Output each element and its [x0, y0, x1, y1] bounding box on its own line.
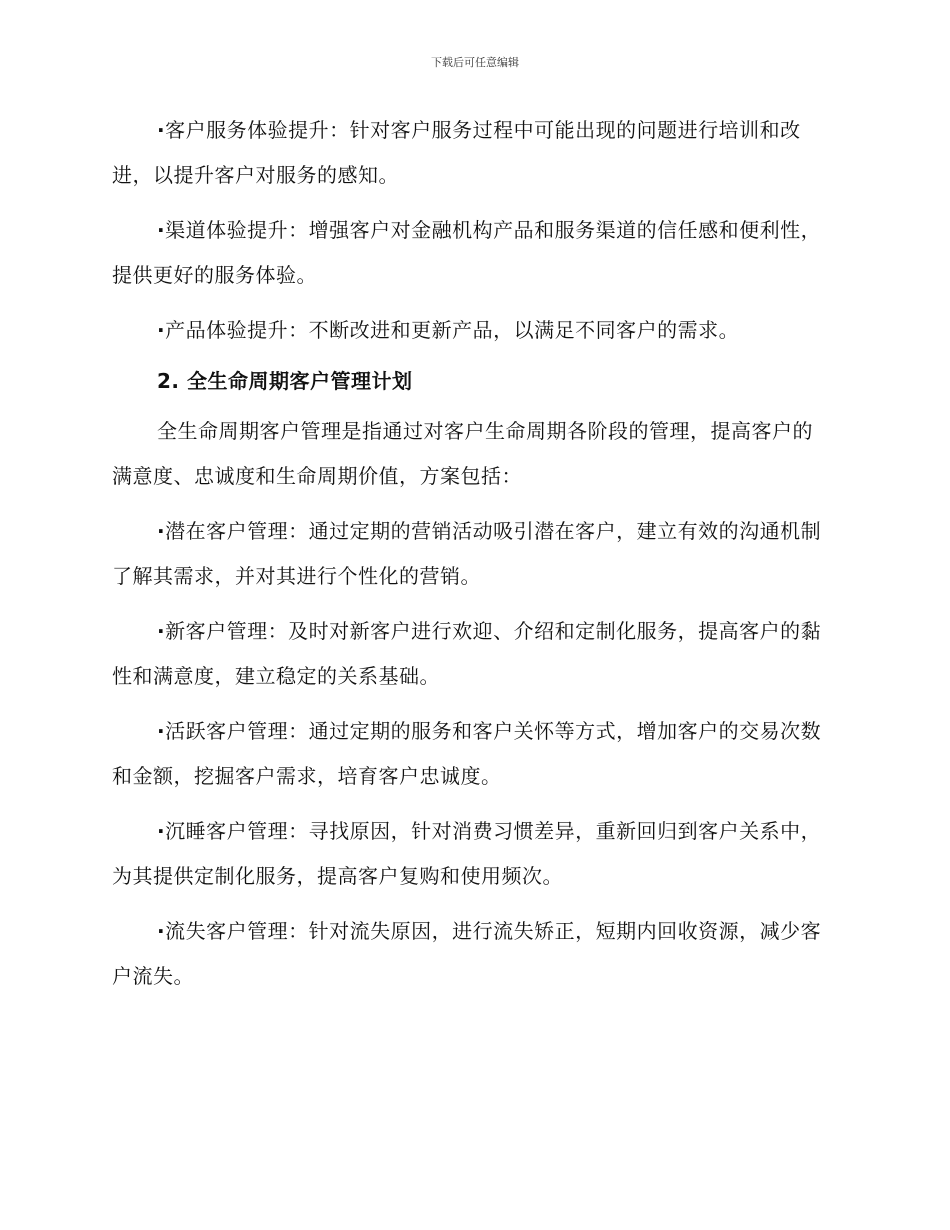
bullet-paragraph	[112, 308, 832, 353]
bullet-text: 新客户管理：及时对新客户进行欢迎、介绍和定制化服务，提高客户的黏性和满意度，建立稳定的关系基础。	[112, 619, 822, 688]
document-body	[112, 108, 832, 1009]
bullet-dot: ·	[157, 619, 166, 643]
bullet-dot: ·	[157, 118, 166, 142]
bullet-text: 客户服务体验提升：针对客户服务过程中可能出现的问题进行培训和改进，以提升客户对服务的感知。	[112, 118, 801, 187]
bullet-text: 活跃客户管理：通过定期的服务和客户关怀等方式，增加客户的交易次数和金额，挖掘客户需求，培育客户忠诚度。	[112, 719, 822, 788]
bullet-text: 渠道体验提升：增强客户对金融机构产品和服务渠道的信任感和便利性，提供更好的服务体验。	[112, 218, 822, 287]
bullet-paragraph	[112, 609, 832, 699]
bullet-dot: ·	[157, 719, 166, 743]
bullet-text: 流失客户管理：针对流失原因，进行流失矫正，短期内回收资源，减少客户流失。	[112, 919, 822, 988]
section-heading: 2. 全生命周期客户管理计划	[157, 369, 413, 393]
bullet-dot: ·	[157, 318, 166, 342]
bullet-paragraph	[112, 709, 832, 799]
intro-paragraph: 全生命周期客户管理是指通过对客户生命周期各阶段的管理，提高客户的满意度、忠诚度和生命周期价值，方案包括：	[112, 419, 813, 488]
bullet-paragraph	[112, 909, 832, 999]
page-header: 下载后可任意编辑	[431, 56, 519, 69]
bullet-dot: ·	[157, 218, 166, 242]
bullet-paragraph	[112, 509, 832, 599]
bullet-text: 沉睡客户管理：寻找原因，针对消费习惯差异，重新回归到客户关系中，为其提供定制化服务，提高客户复购和使用频次。	[112, 819, 822, 888]
bullet-dot: ·	[157, 819, 166, 843]
bullet-paragraph	[112, 809, 832, 899]
bullet-dot: ·	[157, 919, 166, 943]
bullet-text: 产品体验提升：不断改进和更新产品，以满足不同客户的需求。	[165, 318, 740, 342]
bullet-dot: ·	[157, 519, 166, 543]
bullet-paragraph	[112, 108, 832, 198]
bullet-paragraph	[112, 208, 832, 298]
bullet-text: 潜在客户管理：通过定期的营销活动吸引潜在客户，建立有效的沟通机制了解其需求，并对其进行个性化的营销。	[112, 519, 822, 588]
